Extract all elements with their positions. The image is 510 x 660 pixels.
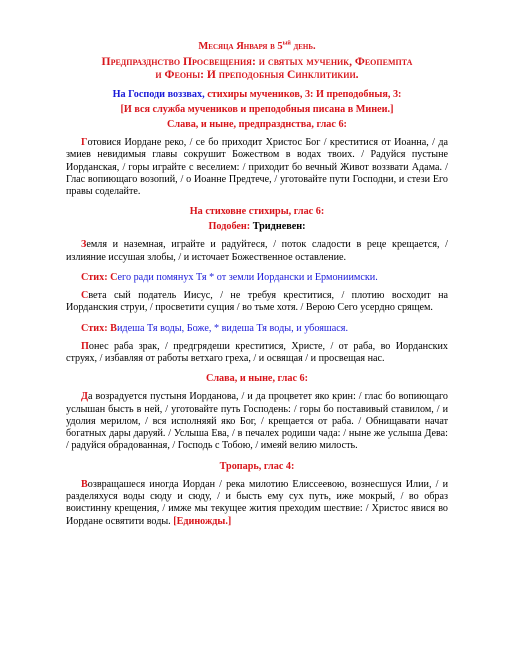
- verse-2: Стих: Видеша Тя воды, Боже, * видеша Тя воды, и убояшася.: [81, 322, 349, 334]
- sticheron-3: Света сый податель Иисус, / не требуя креститися, / плотию восходит на Иорданския струи, / просветити сущия / во тьме хотя. / Верою Сего усердно срящем.: [66, 290, 448, 314]
- podoben-heading: Подобен: Тридневен:: [208, 221, 306, 233]
- gospodi-vozzvakh-rubric: На Господи воззвах, стихиры мучеников, 3: И преподобныя, 3:: [112, 89, 402, 100]
- slava-heading-1: Слава, и ныне, предпразднства, глас 6:: [167, 119, 347, 130]
- troparion-heading: Тропарь, глас 4:: [219, 460, 295, 472]
- date-heading: Месяца Января в $5^{ый}$ день.: [198, 40, 316, 52]
- sticheron-1: Готовися Иордане реко, / се бо приходит Христос Бог / креститися от Иоанна, / да змиев невидимыя главы сокрушит Божеством в водах твоих. / Радуйся пустыне Иорданская, / горы играйте с веселием: / приходит бо вечный Живот воззвати Адама. / Глас вопиющаго возопий, / о Иоанне Предтече, / уготовайте пути Господни, и стези Его правы соделайте.: [66, 137, 448, 198]
- sticheron-4: Понес раба зрак, / предгрядеши креститися, Христе, / от раба, во Иорданских струях, / избавляя от работы ветхаго греха, / и освящая / и просвещая нас.: [66, 340, 448, 364]
- sticheron-2: Земля и наземная, играйте и радуйтеся, / поток сладости в реце крещается, / излияние иссушая злобы, / и источает Божественное оставление.: [66, 239, 448, 263]
- feast-title-line-1: Предпразднство Просвещения: и святых мученик, Феопемпта: [101, 55, 413, 68]
- menaion-note: [И вся служба мучеников и преподобныя писана в Минеи.]: [120, 104, 394, 115]
- slava-heading-2: Слава, и ныне, глас 6:: [205, 373, 309, 385]
- document-page: [66, 40, 448, 528]
- feast-title-line-2: и Феоны: И преподобныя Синклитикии.: [155, 68, 359, 81]
- troparion-text: Возвращашеся иногда Иордан / река милотию Елиссеевою, вознесшуся Илии, / и разделяхуся воды сюду и сюду, / и бысть ему сух путь, иже мокрый, / во образ воистинну крещения, / имже мы текущее жития преходим шествие: / Христос явися во Иордане освятити воды. [Единожды.]: [66, 478, 448, 527]
- doxastikon: Да возрадуется пустыня Иорданова, / и да процветет яко крин: / глас бо вопиющаго услышан бысть в ней, / уготовайте путь Господень: / горы бо поставивый ставилом, / и удолия мерилом, / вся исполняяй яко Бог, / крещается от раба. / Обнищавати начат богатных дары даруяй. / Услыша Ева, / в печалех родиши чада: / ныне же услыша Дева: / радуйся обрадованная, / Господь с Тобою, / имеяй велию милость.: [66, 391, 448, 452]
- verse-1: Стих: Сего ради помянух Тя * от земли Иордански и Ермониимски.: [81, 272, 378, 284]
- aposticha-heading: На стиховне стихиры, глас 6:: [189, 206, 325, 218]
